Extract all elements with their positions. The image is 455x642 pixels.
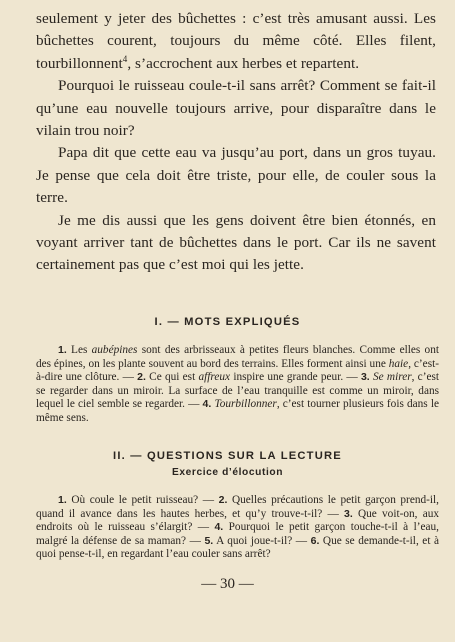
page-number: — 30 — — [201, 576, 254, 592]
footnote-ref: 4 — [122, 53, 128, 64]
reading-questions: 1. Où coule le petit ruisseau? — 2. Quelles précautions le petit garçon prend-il, quand il avance dans les hautes herbes, et qu’y trouve-t-il? — 3. Que voit-on, aux endroits où le ruisseau s’élargit? — 4. Pourquoi le petit garçon touche-t-il à l’eau, malgré la défense de sa maman? — 5. A quoi joue-t-il? — 6. Que se demande-t-il, et à quoi pense-t-il, en regardant l’eau couler sans arrêt? — [36, 494, 440, 561]
section-subtitle-elocution: Exercice d’élocution — [171, 467, 284, 478]
section-title-mots-expliques: I. — MOTS EXPLIQUÉS — [154, 316, 301, 328]
reading-text — [36, 8, 436, 277]
paragraph-3: Papa dit que cette eau va jusqu’au port, dans un gros tuyau. Je pense que cela doit être triste, pour elle, de couler sous la terre. — [36, 144, 436, 207]
paragraph-1: seulement y jeter des bûchettes : c’est très amusant aussi. Les bûchettes courent, toujours du même côté. Elles filent, tourbillonnent$^4$, s’accrochent aux herbes et repartent. — [36, 10, 436, 72]
vocabulary-explanations: 1. Les aubépines sont des arbrisseaux à petites fleurs blanches. Comme elles ont des épines, on les plante souvent au bord des terrains. Elles forment ainsi une haie, c’est-à-dire une clôture. — 2. Ce qui est affreux inspire une grande peur. — 3. Se mirer, c’est se regarder dans un miroir. La surface de l’eau tranquille est comme un miroir, dans lequel le ciel semble se regarder. — 4. Tourbillonner, c’est tourner plusieurs fois dans le même sens. — [36, 344, 440, 424]
paragraph-4: Je me dis aussi que les gens doivent être bien étonnés, en voyant arriver tant de bûchettes dans le port. Car ils ne savent certainement pas que c’est moi qui les jette. — [36, 211, 436, 274]
section-title-questions: II. — QUESTIONS SUR LA LECTURE — [113, 450, 342, 462]
paragraph-2: Pourquoi le ruisseau coule-t-il sans arrêt? Comment se fait-il qu’une eau nouvelle toujours arrive, pour disparaître dans le vilain trou noir? — [36, 77, 436, 140]
